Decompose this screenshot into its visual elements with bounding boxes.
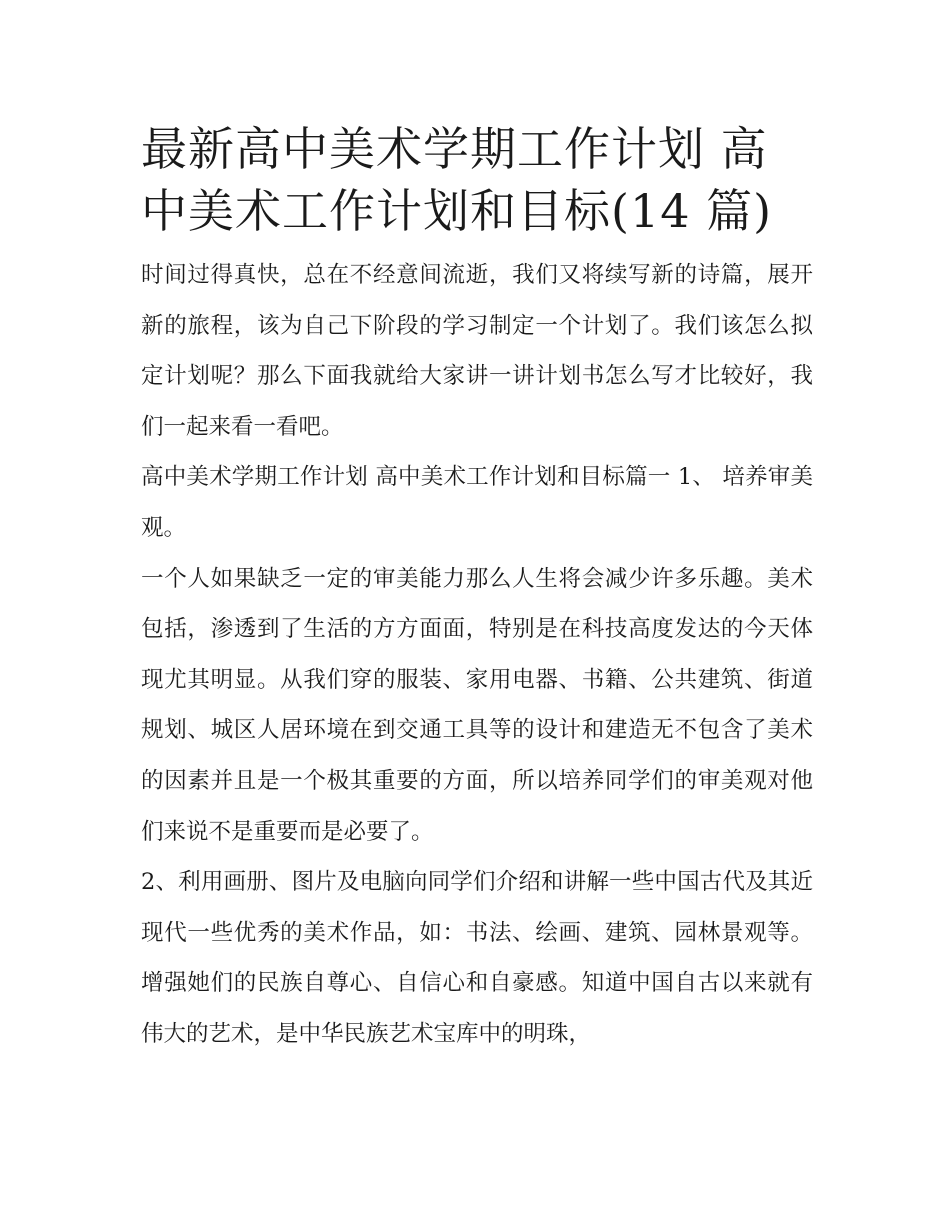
paragraph-intro: 时间过得真快，总在不经意间流逝，我们又将续写新的诗篇，展开新的旅程，该为自己下阶段的学习制定一个计划了。我们该怎么拟定计划呢？那么下面我就给大家讲一讲计划书怎么写才比较好，我们一起来看一看吧。: [141, 262, 813, 440]
paragraph-aesthetics: 一个人如果缺乏一定的审美能力那么人生将会减少许多乐趣。美术包括，渗透到了生活的方方面面，特别是在科技高度发达的今天体现尤其明显。从我们穿的服装、家用电器、书籍、公共建筑、街道规划、城区人居环境在到交通工具等的设计和建造无不包含了美术的因素并且是一个极其重要的方面，所以培养同学们的审美观对他们来说不是重要而是必要了。: [141, 565, 813, 845]
paragraph-artworks: 2、利用画册、图片及电脑向同学们介绍和讲解一些中国古代及其近现代一些优秀的美术作品，如：书法、绘画、建筑、园林景观等。增强她们的民族自尊心、自信心和自豪感。知道中国自古以来就有伟大的艺术，是中华民族艺术宝库中的明珠，: [141, 869, 813, 1047]
document-title: 最新高中美术学期工作计划 高中美术工作计划和目标(14 篇): [141, 122, 773, 238]
paragraph-section-heading: 高中美术学期工作计划 高中美术工作计划和目标篇一 1、 培养审美观。: [141, 464, 813, 541]
document-page: [141, 118, 813, 1060]
